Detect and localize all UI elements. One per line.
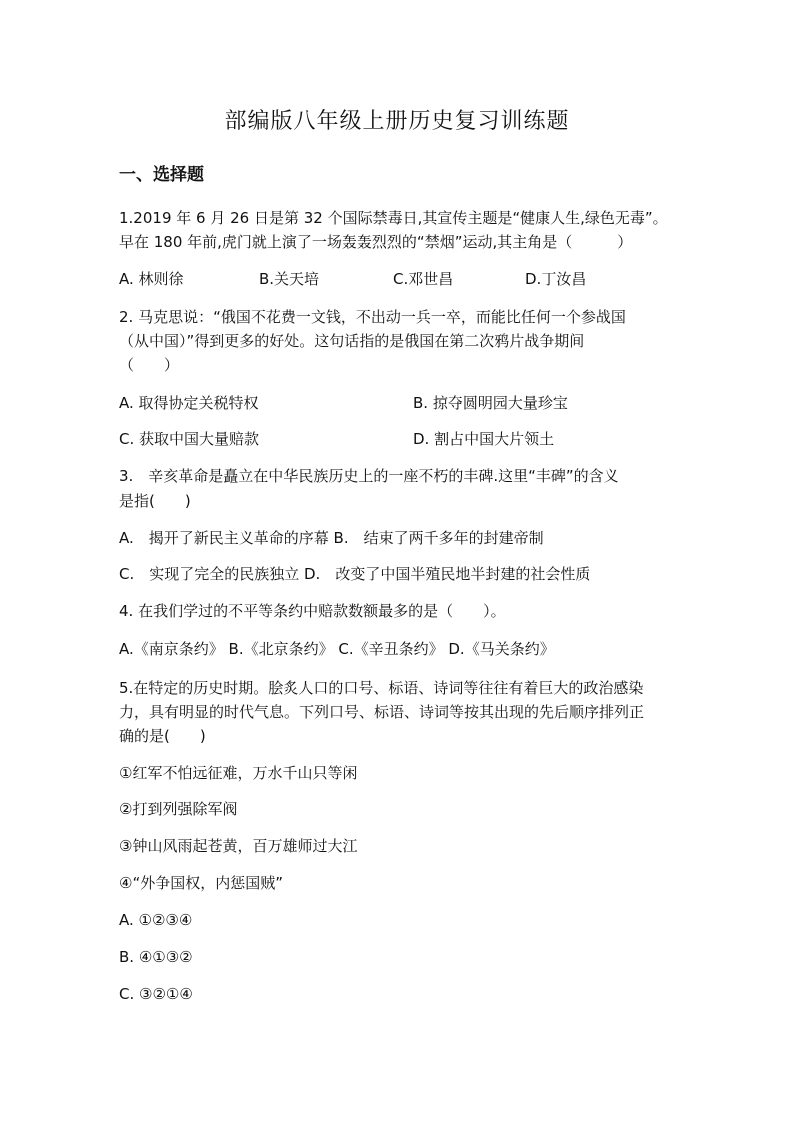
- q5-stem-line1: 5.在特定的历史时期。脍炙人口的口号、标语、诗词等往往有着巨大的政治感染: [119, 679, 644, 697]
- q1-option-b: B.关天培: [259, 270, 320, 288]
- q2-option-b: B. 掠夺圆明园大量珍宝: [413, 394, 568, 412]
- q2-option-d: D. 割占中国大片领土: [413, 430, 555, 448]
- q2-option-c: C. 获取中国大量赔款: [119, 430, 260, 448]
- q1-stem-line1: 1.2019 年 6 月 26 日是第 32 个国际禁毒日,其宣传主题是“健康人生,绿色无毒”。: [119, 209, 668, 227]
- q4-stem: 4. 在我们学过的不平等条约中赔款数额最多的是（ ）。: [119, 602, 506, 620]
- q5-item-3: ③钟山风雨起苍黄，百万雄师过大江: [119, 837, 358, 855]
- q4-options-row: A.《南京条约》 B.《北京条约》 C.《辛丑条约》 D.《马关条约》: [119, 640, 555, 658]
- page-title: 部编版八年级上册历史复习训练题: [224, 109, 570, 134]
- q1-option-c: C.邓世昌: [393, 270, 454, 288]
- q5-stem-line2: 力，具有明显的时代气息。下列口号、标语、诗词等按其出现的先后顺序排列正: [119, 703, 645, 721]
- q2-stem-line3: （ ）: [119, 356, 180, 374]
- q5-item-1: ①红军不怕远征难，万水千山只等闲: [119, 764, 358, 782]
- q2-stem-line1: 2. 马克思说：“俄国不花费一文钱，不出动一兵一卒，而能比任何一个参战国: [119, 308, 626, 326]
- q1-stem-line2: 早在 180 年前,虎门就上演了一场轰轰烈烈的“禁烟”运动,其主角是（ ）: [119, 233, 633, 251]
- q2-option-a: A. 取得协定关税特权: [119, 394, 259, 412]
- q3-options-row2: C. 实现了完全的民族独立 D. 改变了中国半殖民地半封建的社会性质: [119, 565, 591, 583]
- q5-item-2: ②打到列强除军阀: [119, 800, 238, 818]
- q3-options-row1: A. 揭开了新民主义革命的序幕 B. 结束了两千多年的封建帝制: [119, 529, 544, 547]
- q5-item-4: ④“外争国权，内惩国贼”: [119, 874, 283, 892]
- q5-option-a: A. ①②③④: [119, 911, 193, 929]
- q2-stem-line2: （从中国）”得到更多的好处。这句话指的是俄国在第二次鸦片战争期间: [119, 332, 585, 350]
- q3-stem-line2: 是指( ): [119, 492, 191, 510]
- q1-option-a: A. 林则徐: [119, 270, 184, 288]
- q1-option-d: D.丁汝昌: [525, 270, 587, 288]
- section-heading: 一、选择题: [119, 165, 204, 185]
- q5-stem-line3: 确的是( ): [119, 727, 206, 745]
- q5-option-c: C. ③②①④: [119, 985, 193, 1003]
- q3-stem-line1: 3. 辛亥革命是矗立在中华民族历史上的一座不朽的丰碑.这里“丰碑”的含义: [119, 467, 619, 485]
- q5-option-b: B. ④①③②: [119, 948, 193, 966]
